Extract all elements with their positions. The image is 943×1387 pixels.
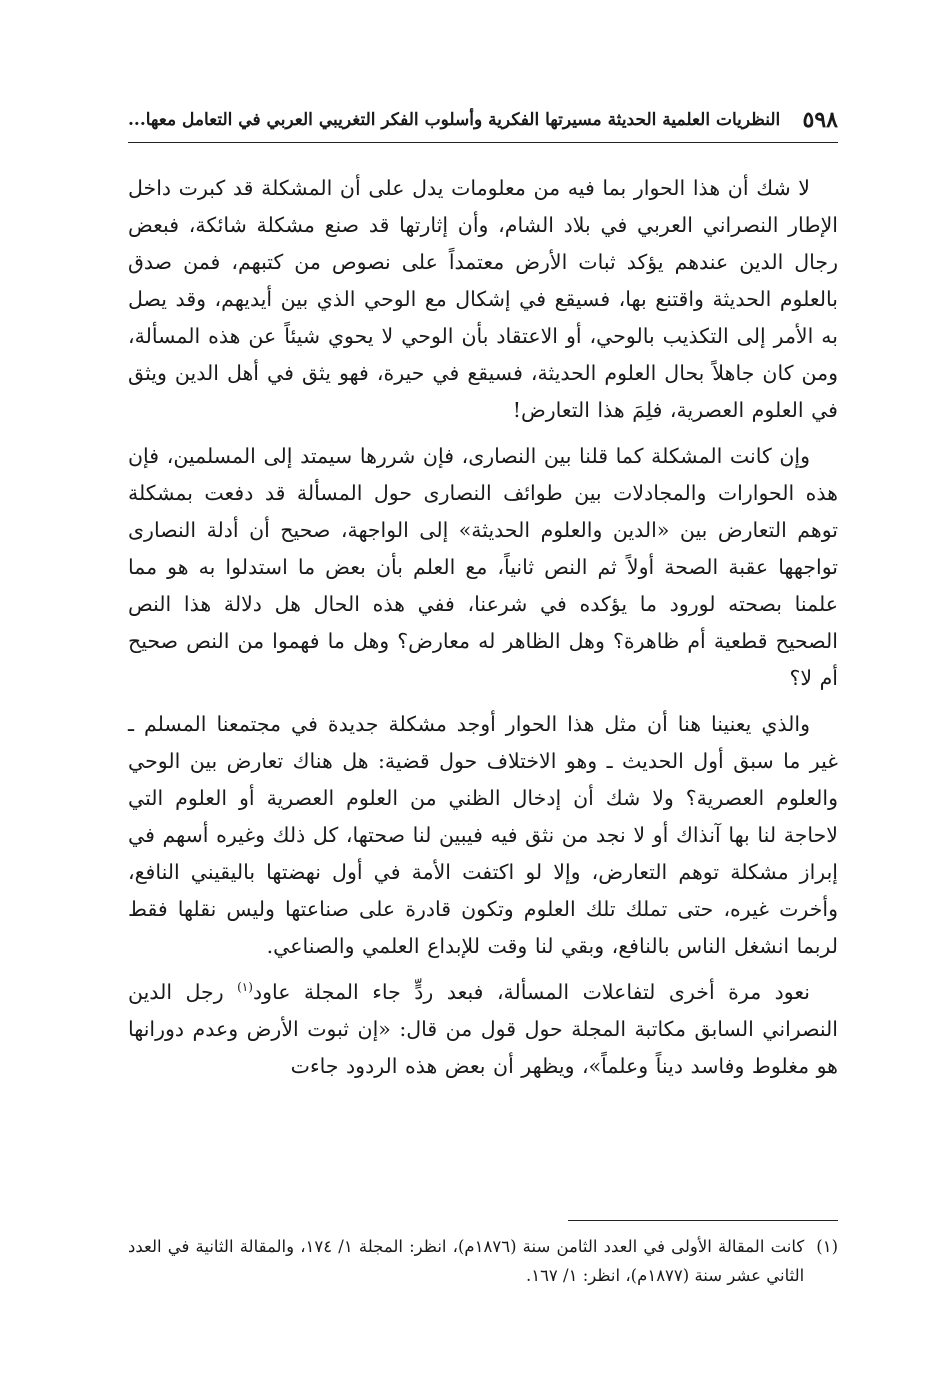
body-text	[128, 170, 838, 1094]
footnote-marker: (١)	[816, 1237, 838, 1256]
footnote-text: كانت المقالة الأولى في العدد الثامن سنة (١٨٧٦م)، انظر: المجلة ١/ ١٧٤، والمقالة الثانية في العدد الثاني عشر سنة (١٨٧٧م)، انظر: ١/ ١٦٧.	[128, 1237, 805, 1285]
footnote-1	[128, 1232, 838, 1290]
paragraph-1: لا شك أن هذا الحوار بما فيه من معلومات يدل على أن المشكلة قد كبرت داخل الإطار النصراني العربي في بلاد الشام، وأن إثارتها قد صنع مشكلة شائكة، فبعض رجال الدين عندهم يؤكد ثبات الأرض معتمداً على نصوص من كتبهم، فمن صدق بالعلوم الحديثة واقتنع بها، فسيقع في إشكال مع الوحي الذي بين أيديهم، وقد يصل به الأمر إلى التكذيب بالوحي، أو الاعتقاد بأن الوحي لا يحوي شيئاً عن هذه المسألة، ومن كان جاهلاً بحال العلوم الحديثة، فسيقع في حيرة، فهو يثق في أهل الدين ويثق في العلوم العصرية، فلِمَ هذا التعارض!	[128, 176, 838, 422]
paragraph-2: وإن كانت المشكلة كما قلنا بين النصارى، فإن شررها سيمتد إلى المسلمين، فإن هذه الحوارات والمجادلات بين طوائف النصارى حول المسألة قد دفعت بمشكلة توهم التعارض بين «الدين والعلوم الحديثة» إلى الواجهة، صحيح أن أدلة النصارى تواجهها عقبة الصحة أولاً ثم النص ثانياً، مع العلم بأن بعض ما استدلوا به هو مما علمنا بصحته لورود ما يؤكده في شرعنا، ففي هذه الحال هل دلالة هذا النص الصحيح قطعية أم ظاهرة؟ وهل الظاهر له معارض؟ وهل ما فهموا من النص صحيح أم لا؟	[128, 444, 838, 690]
paragraph-4-start: نعود مرة أخرى لتفاعلات المسألة، فبعد ردٍّ جاء المجلة عاود	[252, 980, 810, 1004]
paragraph-4	[128, 974, 838, 1085]
header-divider	[128, 142, 838, 143]
paragraph-4-end: رجل الدين النصراني السابق مكاتبة المجلة حول قول من قال: «إن ثبوت الأرض وعدم دورانها هو مغلوط وفاسد ديناً وعلماً»، ويظهر أن بعض هذه الردود جاءت	[128, 980, 838, 1078]
running-title: النظريات العلمية الحديثة مسيرتها الفكرية وأسلوب الفكر التغريبي العربي في التعامل معها...	[128, 110, 781, 130]
paragraph-3: والذي يعنينا هنا أن مثل هذا الحوار أوجد مشكلة جديدة في مجتمعنا المسلم ـ غير ما سبق أول الحديث ـ وهو الاختلاف حول قضية: هل هناك تعارض بين الوحي والعلوم العصرية؟ ولا شك أن إدخال الظني من العلوم العصرية أو العلوم التي لاحاجة لنا بها آنذاك أو لا نجد من نثق فيه فيبين لنا صحتها، كل ذلك وغيره أسهم في إبراز مشكلة توهم التعارض، وإلا لو اكتفت الأمة في أول نهضتها باليقيني النافع، وأخرت غيره، حتى تملك تلك العلوم وتكون قادرة على صناعتها وليس نقلها فقط لربما انشغل الناس بالنافع، وبقي لنا وقت للإبداع العلمي والصناعي.	[128, 712, 838, 958]
footnote-divider	[568, 1220, 838, 1221]
book-page	[128, 0, 838, 1387]
footnote-reference-1[interactable]: (١)	[237, 980, 253, 995]
running-head	[128, 100, 838, 140]
page-number: ٥٩٨	[802, 107, 838, 133]
footnotes	[128, 1232, 838, 1290]
